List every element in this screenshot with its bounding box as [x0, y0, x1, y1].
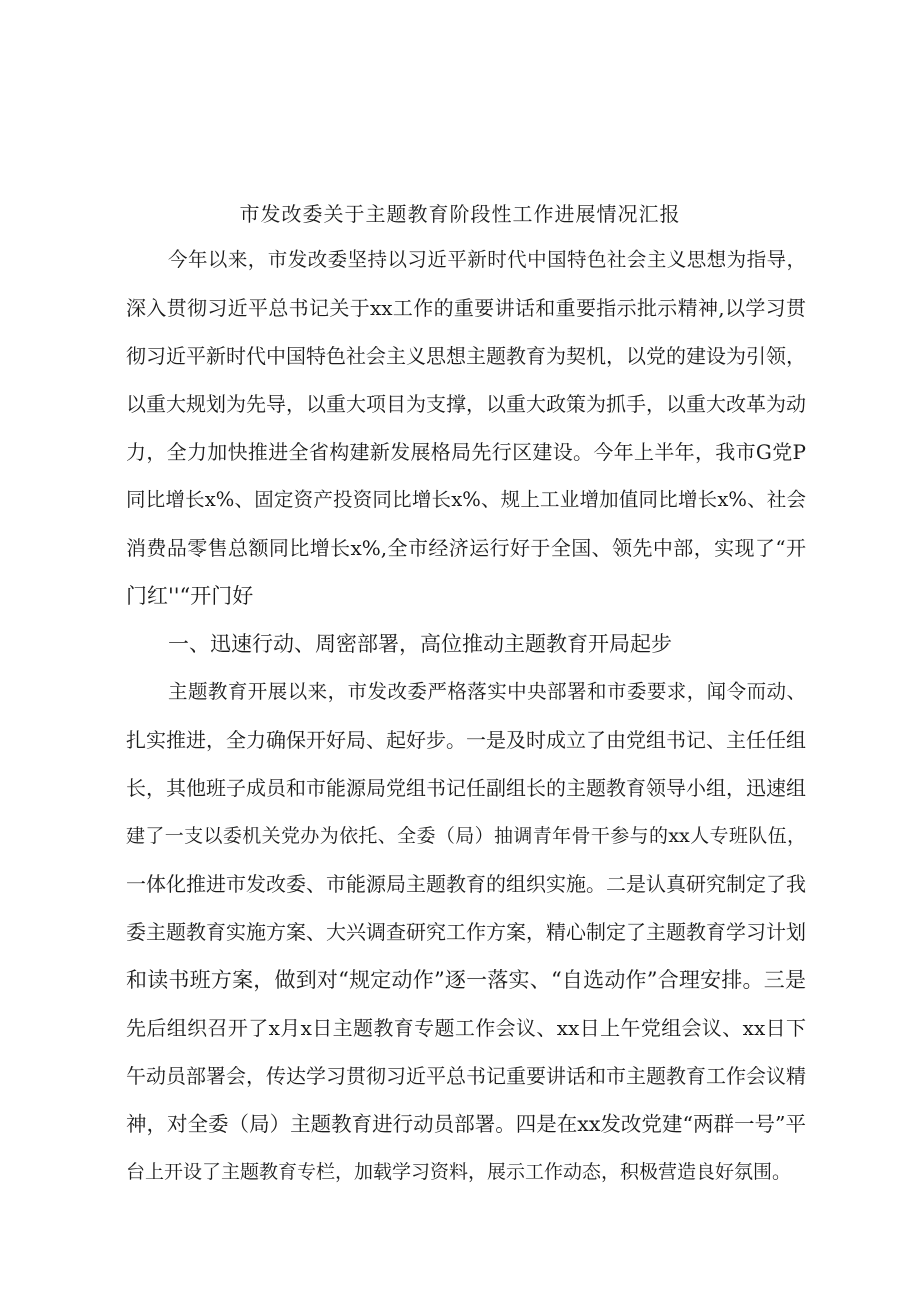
paragraph-line: 一体化推进市发改委、市能源局主题教育的组织实施。二是认真研究制定了我	[126, 872, 806, 896]
paragraph-line: 午动员部署会，传达学习贯彻习近平总书记重要讲话和市主题教育工作会议精	[126, 1064, 806, 1088]
paragraph-line: 建了一支以委机关党办为依托、全委（局）抽调青年骨干参与的xx人专班队伍，	[126, 825, 806, 847]
paragraph-line: 以重大规划为先导，以重大项目为支撑，以重大政策为抓手，以重大改革为动	[126, 392, 806, 416]
paragraph-line: 长，其他班子成员和市能源局党组书记任副组长的主题教育领导小组，迅速组	[126, 776, 806, 800]
paragraph-line: 门红''“开门好	[126, 584, 254, 608]
paragraph-line: 台上开设了主题教育专栏，加载学习资料，展示工作动态，积极营造良好氛围。	[126, 1161, 792, 1183]
paragraph-line: 扎实推进，全力确保开好局、起好步。一是及时成立了由党组书记、主任任组	[126, 728, 806, 752]
paragraph-line: 和读书班方案，做到对“规定动作”逐一落实、“自选动作”合理安排。三是	[126, 968, 806, 992]
paragraph-line: 先后组织召开了x月x日主题教育专题工作会议、xx日上午党组会议、xx日下	[126, 1016, 806, 1040]
paragraph-line: 今年以来，市发改委坚持以习近平新时代中国特色社会主义思想为指导，	[168, 248, 806, 271]
paragraph-line: 彻习近平新时代中国特色社会主义思想主题教育为契机，以党的建设为引领，	[126, 344, 806, 368]
paragraph-line: 消费品零售总额同比增长x%,全市经济运行好于全国、领先中部，实现了“开	[126, 536, 806, 560]
paragraph-line: 神，对全委（局）主题教育进行动员部署。四是在xx发改党建“两群一号”平	[126, 1112, 806, 1136]
document-title: 市发改委关于主题教育阶段性工作进展情况汇报	[239, 202, 681, 226]
paragraph-line: 力，全力加快推进全省构建新发展格局先行区建设。今年上半年，我市G党P	[126, 440, 806, 464]
paragraph-line: 主题教育开展以来，市发改委严格落实中央部署和市委要求，闻令而动、	[168, 680, 806, 703]
paragraph-line: 深入贯彻习近平总书记关于xx工作的重要讲话和重要指示批示精神,以学习贯	[126, 296, 806, 320]
section-heading: 一、迅速行动、周密部署，高位推动主题教育开局起步	[168, 632, 672, 656]
paragraph-line: 委主题教育实施方案、大兴调查研究工作方案，精心制定了主题教育学习计划	[126, 920, 806, 944]
paragraph-line: 同比增长x%、固定资产投资同比增长x%、规上工业增加值同比增长x%、社会	[126, 488, 806, 511]
